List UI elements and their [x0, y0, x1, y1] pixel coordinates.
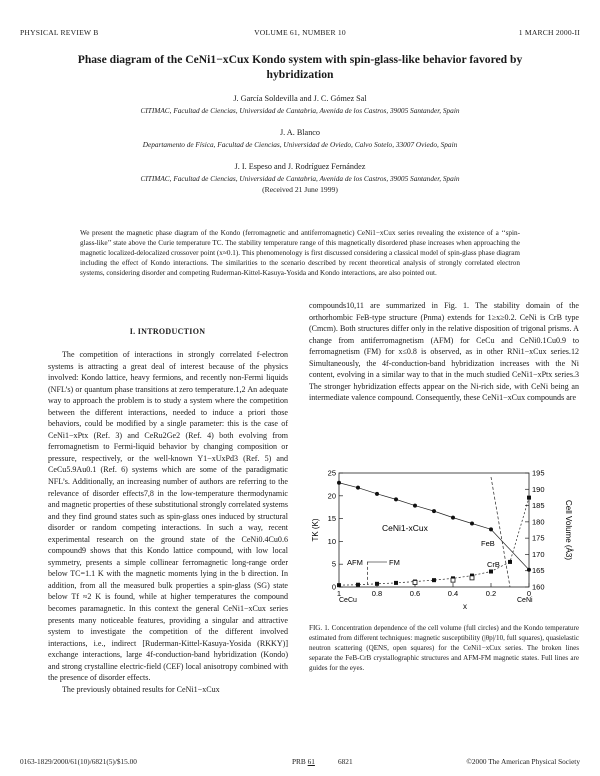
y2-tick-label: 185 — [532, 501, 545, 511]
cell-volume-point — [489, 527, 493, 531]
data-marks — [337, 481, 531, 587]
y-tick-label: 20 — [327, 491, 336, 501]
y-tick-label: 10 — [327, 536, 336, 546]
y-axis-label: TK (K) — [311, 518, 320, 542]
cell-volume-point — [356, 486, 360, 490]
right-column — [309, 300, 579, 404]
afm-region-label: AFM — [347, 558, 363, 567]
y-tick-label: 15 — [327, 514, 336, 524]
author-line-2: J. A. Blanco — [279, 128, 321, 137]
cell-volume-point — [375, 492, 379, 496]
footer-journal — [292, 757, 315, 766]
susceptibility-point — [337, 583, 341, 587]
footer-volume: 61 — [307, 757, 315, 766]
footer-code: 0163-1829/2000/61(10)/6821(5)/$15.00 — [20, 757, 137, 766]
intro-paragraph-1: The competition of interactions in strongly correlated f-electron systems is attracting a great deal of interest because of the physics involved: Kondo lattice, heavy fermions, and recently non-Fermi liquids (NFL’s) or quantum phase transitions at zero temperature.1,2 An adequate way to approach the problem is to study a system where the competition between the different interactions, needed to induce a priori those behaviors, could be modified by a single parameter: this is the case of CeNi1−xPtx (Ref. 3) and CeRu2Ge2 (Ref. 4) both evolving from ferromagnetism to Fermi-liquid behavior by changing composition or pressure, respectively, or the well-known Y1−xUxPd3 (Ref. 5) and CeCu5.9Au0.1 (Ref. 6) systems which are some of the paradigmatic NFL’s. Additionally, an increasing number of authors are referring to the relevance of disorder effects7,8 in the low-temperature thermodynamic and magnetic properties of these substitutional strongly correlated systems and they find ground states such as spin-glass ones induced by structural disorder or random competing interactions. In such a way, recent experimental research on the ground state of the CeNi0.4Cu0.6 compound9 shows that this Kondo lattice compound, with low local symmetry, presents a simple collinear ferromagnetic long-range order below TC=1.1 K with the magnetic moments lying in the b direction. In addition, from all the measured bulk properties a spin-glass (SG) state below Tf ≈2 K is found, while at higher temperatures the compound becomes paramagnetic. In this context the general CeNi1−xCux series presents many noticeable features, providing a singular and attractive system to investigate the competition of the different involved interactions, i.e., indirect [Ruderman-Kittel-Kasuya-Yosida (RKKY)] exchange interactions, large 4f-conduction-band hybridization (Kondo) and strong crystalline electric-field (CEF) local anisotropy combined with the presence of disorder effects. — [48, 350, 289, 683]
x-tick-label: 1 — [336, 589, 342, 598]
x-tick-label: 0 — [526, 589, 532, 598]
qens-point — [470, 576, 474, 580]
paper-title: Phase diagram of the CeNi1−xCux Kondo system with spin-glass-like behavior favored by hybridization — [77, 53, 523, 81]
issue-date: 1 MARCH 2000-II — [518, 28, 580, 37]
susceptibility-point — [375, 582, 379, 586]
affiliation-3: CITIMAC, Facultad de Ciencias, Universidad de Cantabria, Avenida de los Castros, 39005 Santander, Spain — [140, 174, 460, 183]
footer-prb: PRB — [292, 757, 306, 766]
figure-1-plot — [309, 465, 579, 615]
y2-axis-label: Cell Volume (Å3) — [564, 499, 573, 561]
cell-volume-point — [337, 481, 341, 485]
y2-tick-label: 190 — [532, 484, 545, 494]
crb-region-label: CrB — [487, 560, 500, 569]
x-tick-label: 0.2 — [485, 589, 497, 598]
susceptibility-point — [356, 583, 360, 587]
section-heading: I. INTRODUCTION — [129, 327, 206, 336]
author-line-1: J. García Soldevilla and J. C. Gómez Sal — [233, 94, 367, 103]
susceptibility-point — [432, 578, 436, 582]
intro-paragraph-2: The previously obtained results for CeNi1−xCux — [62, 684, 220, 694]
cell-volume-point — [432, 509, 436, 513]
susceptibility-point — [527, 496, 531, 500]
y2-tick-label: 180 — [532, 517, 545, 527]
fm-region-label: FM — [389, 558, 400, 567]
y-tick-label: 0 — [331, 582, 336, 592]
susceptibility-point — [394, 581, 398, 585]
journal-name: PHYSICAL REVIEW B — [20, 28, 99, 37]
guide-lines — [339, 477, 529, 587]
right-column-text: compounds10,11 are summarized in Fig. 1. The stability domain of the orthorhombic FeB-type structure (Pnma) extends for 1≥x≥0.2. CeNi is CrB type (Cmcm). Both structures differ only in the relative disposition of trigonal prisms. A change from antiferromagnetism (AFM) for CeCu and CeNi0.1Cu0.9 to ferromagnetism (FM) for x≤0.8 is observed, as in other RNi1−xCux series.12 Simultaneously, the 4f-conduction-band hybridization increases with the Ni content, evolving in a similar way to that in the much studied CeNi1−xPtx series.3 The stronger hybridization effects appear on the Ni-rich side, with CeNi being an intermediate valence compound. Consequently, these CeNi1−xCux compounds are — [309, 301, 579, 403]
y2-tick-label: 175 — [532, 533, 545, 543]
y-tick-label: 5 — [331, 559, 336, 569]
x-tick-label: 0.6 — [409, 589, 421, 598]
cell-volume-point — [413, 504, 417, 508]
affiliation-1: CITIMAC, Facultad de Ciencias, Universidad de Cantabria, Avenida de los Castros, 39005 Santander, Spain — [140, 106, 460, 115]
y2-tick-label: 165 — [532, 566, 545, 576]
qens-point — [413, 580, 417, 584]
x-axis-label: x — [463, 602, 467, 611]
figure-caption: FIG. 1. Concentration dependence of the cell volume (full circles) and the Kondo temperature estimated from different techniques: magnetic susceptibility (|θp|/10, full squares), quasielastic neutron scattering (QENS, open squares) for the CeNi1−xCux series. The broken lines separate the FeB-CrB crystallographic structures and AFM-FM magnetic states. Full lines are guides for the eyes. — [309, 624, 579, 672]
y2-tick-label: 195 — [532, 468, 545, 478]
x-tick-label: 0.4 — [447, 589, 459, 598]
x-tick-label: 0.8 — [371, 589, 383, 598]
cell-volume-point — [394, 497, 398, 501]
author-line-3: J. I. Espeso and J. Rodríguez Fernández — [234, 162, 366, 171]
y2-tick-label: 160 — [532, 582, 545, 592]
affiliation-2: Departamento de Física, Facultad de Ciencias, Universidad de Oviedo, Calvo Sotelo, 33007 Oviedo, Spain — [142, 140, 458, 149]
cell-volume-point — [451, 516, 455, 520]
page-number: 6821 — [338, 757, 353, 766]
volume-number: VOLUME 61, NUMBER 10 — [254, 28, 346, 37]
received-date: (Received 21 June 1999) — [262, 185, 338, 194]
susceptibility-point — [508, 560, 512, 564]
y-tick-label: 25 — [327, 468, 336, 478]
axis-ticks — [328, 469, 545, 599]
copyright: ©2000 The American Physical Society — [466, 757, 580, 766]
abstract: We present the magnetic phase diagram of the Kondo (ferromagnetic and antiferromagnetic) CeNi1−xCux series revealing the existence of a ‘‘spin-glass-like’’ state above the Curie temperature TC. The stability temperature range of this magnetically disordered phase increases when approaching the magnetic localized-delocalized crossover point (x≈0.1). This phenomenology is first discussed considering a classical model of spin-glass phase diagram including the effect of Kondo interactions. The similarities to the scenario described by recent theoretical analysis of strongly correlated electron systems, considering disorder and competing Ruderman-Kittel-Kasuya-Yosida and Kondo interactions, are also pointed out. — [80, 229, 520, 278]
x-end-label-ceni: CeNi — [517, 597, 533, 604]
left-column — [48, 349, 288, 695]
x-end-label-cecu: CeCu — [339, 597, 357, 604]
compound-label: CeNi1-xCux — [382, 523, 428, 533]
feb-region-label: FeB — [481, 539, 495, 548]
cell-volume-point — [470, 521, 474, 525]
susceptibility-point — [489, 569, 493, 573]
qens-point — [451, 578, 455, 582]
cell-volume-point — [527, 568, 531, 572]
y2-tick-label: 170 — [532, 549, 545, 559]
